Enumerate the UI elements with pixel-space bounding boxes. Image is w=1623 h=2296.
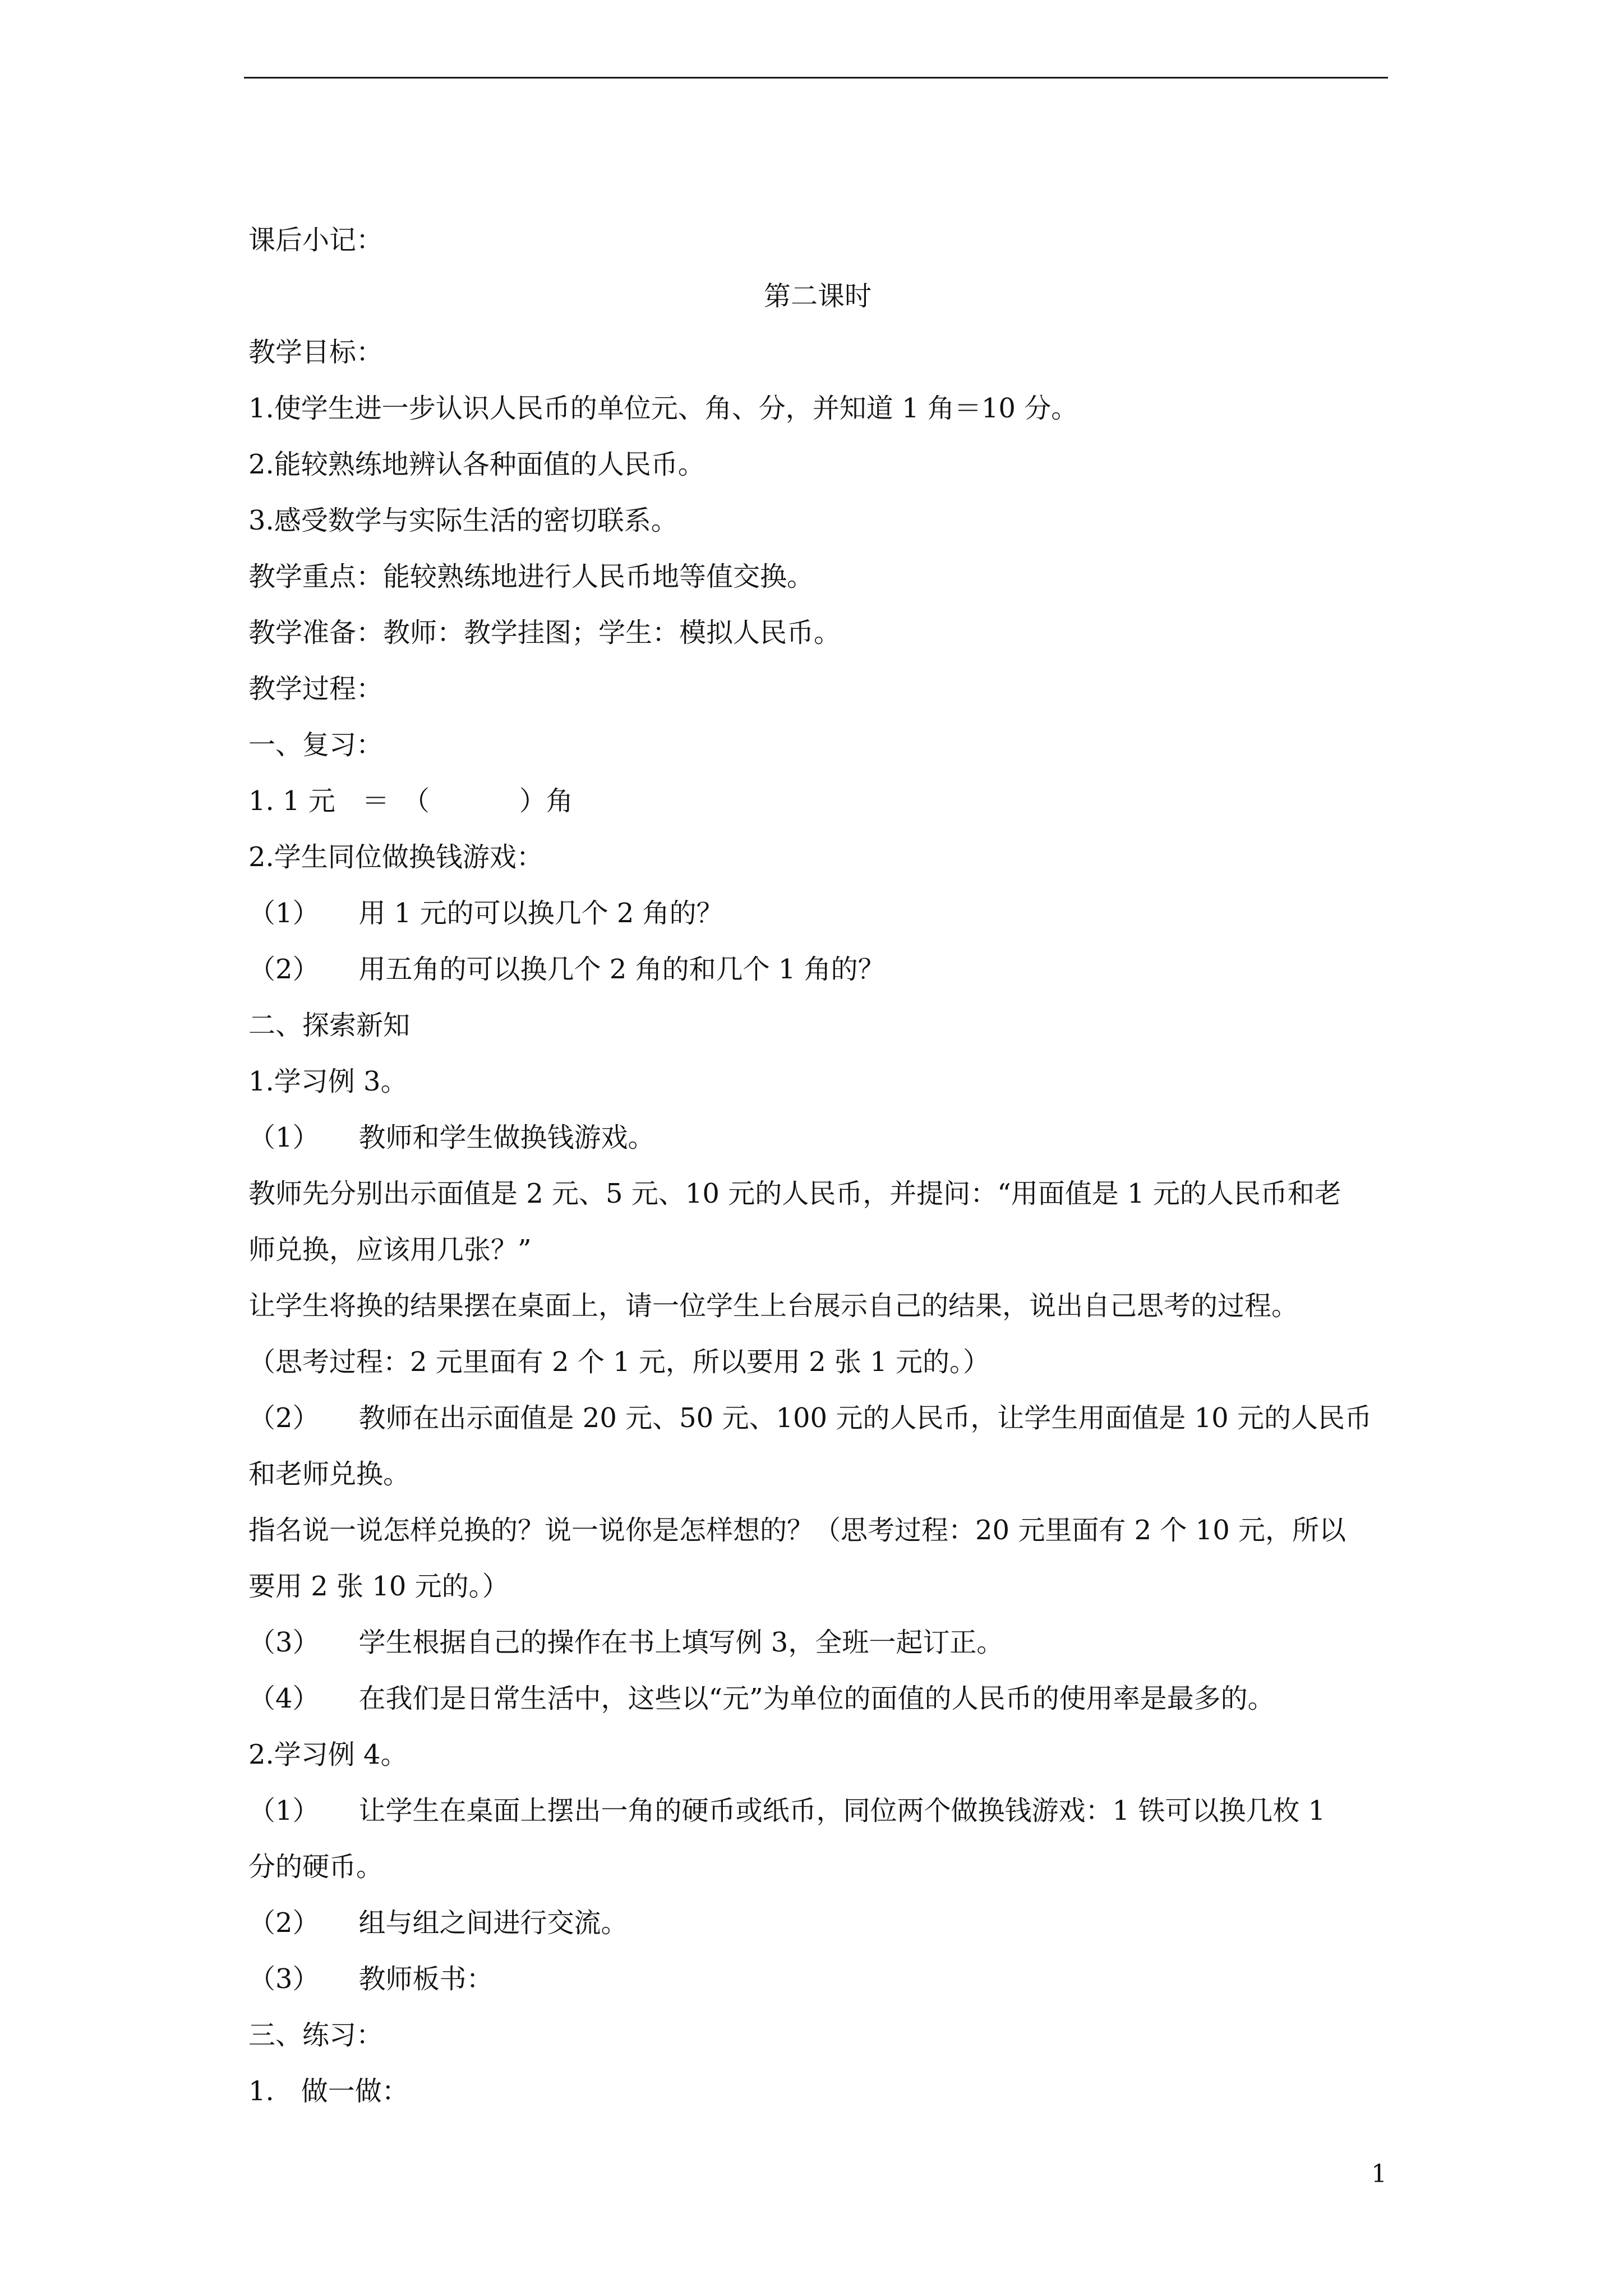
- objective-3: 3.感受数学与实际生活的密切联系。: [248, 505, 678, 536]
- example-3-item-2-line-1: [248, 1390, 1387, 1446]
- example-3-paragraph-1-line-1: 教师先分别出示面值是 2 元、5 元、10 元的人民币，并提问：“用面值是 1 元的人民币和老: [248, 1178, 1341, 1209]
- example-4-heading: 2.学习例 4。: [248, 1739, 408, 1770]
- preparation: 教学准备：教师：教学挂图；学生：模拟人民币。: [248, 617, 841, 648]
- example-3-paragraph-4-line-2: 要用 2 张 10 元的。）: [248, 1571, 509, 1602]
- list-text: 组与组之间进行交流。: [358, 1907, 628, 1939]
- example-4-item-1-line-1: [248, 1783, 1387, 1839]
- lesson-title: 第二课时: [763, 280, 872, 312]
- list-number: （4）: [248, 1683, 320, 1714]
- review-item-1-left: 1. 1 元 ＝ （: [248, 785, 430, 817]
- list-number: （2）: [248, 1907, 320, 1939]
- list-text: 用 1 元的可以换几个 2 角的？: [358, 898, 723, 929]
- list-text: 让学生在桌面上摆出一角的硬币或纸币，同位两个做换钱游戏：1 铁可以换几枚 1: [358, 1795, 1326, 1826]
- list-number: （2）: [248, 954, 320, 985]
- key-point: 教学重点：能较熟练地进行人民币地等值交换。: [248, 561, 814, 592]
- example-4-item-3: [248, 1951, 1387, 2007]
- example-3-item-3: [248, 1614, 1387, 1671]
- list-number: （3）: [248, 1627, 320, 1658]
- list-text: 在我们是日常生活中，这些以“元”为单位的面值的人民币的使用率是最多的。: [358, 1683, 1275, 1714]
- list-text: 教师和学生做换钱游戏。: [358, 1122, 655, 1153]
- section-new-knowledge-heading: 二、探索新知: [248, 1010, 411, 1041]
- list-number: （1）: [248, 1122, 320, 1153]
- list-text: 教师板书：: [358, 1963, 494, 1995]
- list-text: 用五角的可以换几个 2 角的和几个 1 角的？: [358, 954, 885, 985]
- review-item-1-right: ）角: [519, 785, 573, 817]
- header-rule: [244, 77, 1388, 79]
- list-number: （1）: [248, 898, 320, 929]
- page-number: 1: [1371, 2160, 1387, 2188]
- objective-2: 2.能较熟练地辨认各种面值的人民币。: [248, 449, 705, 480]
- objectives-heading: 教学目标：: [248, 337, 384, 368]
- review-item-2: 2.学生同位做换钱游戏：: [248, 841, 543, 873]
- list-number: （2）: [248, 1402, 320, 1434]
- process-heading: 教学过程：: [248, 673, 384, 705]
- review-subitem-2: [248, 941, 1387, 997]
- example-3-item-4: [248, 1671, 1387, 1727]
- example-3-item-2-line-2: 和老师兑换。: [248, 1458, 411, 1490]
- example-3-paragraph-1-line-2: 师兑换，应该用几张？”: [248, 1234, 532, 1266]
- practice-item-1: 1. 做一做：: [248, 2076, 409, 2107]
- example-3-paragraph-3: （思考过程：2 元里面有 2 个 1 元，所以要用 2 张 1 元的。）: [248, 1346, 990, 1378]
- section-review-heading: 一、复习：: [248, 729, 384, 761]
- example-4-item-1-line-2: 分的硬币。: [248, 1851, 384, 1883]
- objective-1: 1.使学生进一步认识人民币的单位元、角、分，并知道 1 角＝10 分。: [248, 393, 1078, 424]
- example-3-item-1: [248, 1110, 1387, 1166]
- list-number: （3）: [248, 1963, 320, 1995]
- document-body: [248, 212, 1387, 2119]
- review-subitem-1: [248, 885, 1387, 941]
- list-text: 学生根据自己的操作在书上填写例 3，全班一起订正。: [358, 1627, 1004, 1658]
- list-text: 教师在出示面值是 20 元、50 元、100 元的人民币，让学生用面值是 10 元的人民币: [358, 1402, 1372, 1434]
- section-practice-heading: 三、练习：: [248, 2019, 384, 2051]
- example-3-paragraph-4-line-1: 指名说一说怎样兑换的？说一说你是怎样想的？（思考过程：20 元里面有 2 个 10 元，所以: [248, 1515, 1346, 1546]
- example-3-paragraph-2: 让学生将换的结果摆在桌面上，请一位学生上台展示自己的结果，说出自己思考的过程。: [248, 1290, 1299, 1322]
- after-class-notes-label: 课后小记：: [248, 224, 384, 256]
- list-number: （1）: [248, 1795, 320, 1826]
- example-3-heading: 1.学习例 3。: [248, 1066, 408, 1097]
- example-4-item-2: [248, 1895, 1387, 1951]
- review-item-1: [248, 773, 1387, 829]
